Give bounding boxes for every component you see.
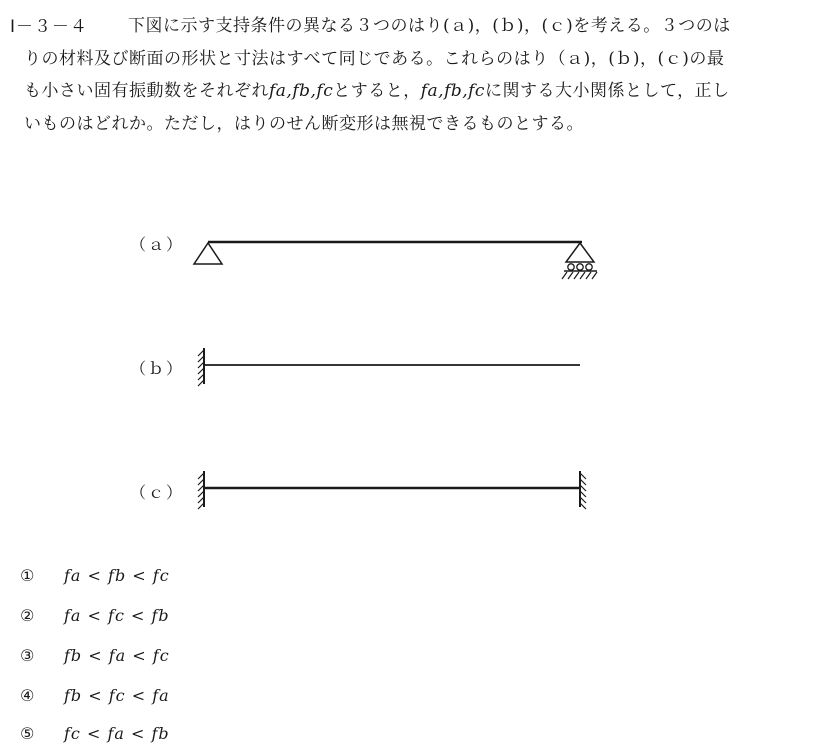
question-number: Ⅰ－３－４	[10, 17, 89, 37]
question-line-2: りの材料及び断面の形状と寸法はすべて同じである。これらのはり（ａ)，(ｂ)，(ｃ)の最	[24, 48, 725, 69]
choice-3-mark: ③	[20, 646, 35, 665]
pin-support-icon	[194, 243, 222, 264]
question-line-3-pre: も小さい固有振動数をそれぞれ	[24, 81, 269, 101]
choice-5[interactable]	[20, 724, 170, 743]
roller-support-icon	[562, 243, 597, 279]
fixed-support-icon	[198, 348, 204, 386]
choice-1-mark: ①	[20, 566, 35, 585]
choice-1[interactable]	[20, 566, 170, 585]
beam-c	[198, 471, 586, 509]
beam-a-label: （ａ）	[130, 235, 185, 254]
fixed-support-left-icon	[198, 471, 204, 509]
choice-3-expr: fb < fa < fc	[64, 646, 170, 665]
choice-5-expr: fc < fa < fb	[64, 724, 170, 743]
question-line-4: いものはどれか。ただし，はりのせん断変形は無視できるものとする。	[24, 113, 584, 134]
choice-3[interactable]	[20, 646, 170, 665]
question-line-3-mid: とすると，	[333, 81, 421, 101]
beam-b	[198, 348, 580, 386]
fixed-support-right-icon	[580, 471, 586, 509]
question-line-1: 下図に示す支持条件の異なる３つのはり(ａ)，(ｂ)，(ｃ)を考える。３つのは	[128, 16, 731, 36]
choice-4[interactable]	[20, 686, 170, 705]
choice-5-mark: ⑤	[20, 724, 35, 743]
choice-4-expr: fb < fc < fa	[64, 686, 170, 705]
beam-a	[194, 242, 597, 279]
frequency-symbols-2: fa,fb,fc	[420, 81, 485, 101]
beam-c-label: （ｃ）	[130, 483, 185, 502]
choice-2[interactable]	[20, 606, 170, 625]
choice-4-mark: ④	[20, 686, 35, 705]
choice-2-expr: fa < fc < fb	[64, 606, 170, 625]
choice-1-expr: fa < fb < fc	[64, 566, 170, 585]
beam-b-label: （ｂ）	[130, 359, 185, 378]
choice-2-mark: ②	[20, 606, 35, 625]
frequency-symbols-1: fa,fb,fc	[269, 81, 334, 101]
question-line-3-post: に関する大小関係として，正し	[484, 81, 730, 101]
